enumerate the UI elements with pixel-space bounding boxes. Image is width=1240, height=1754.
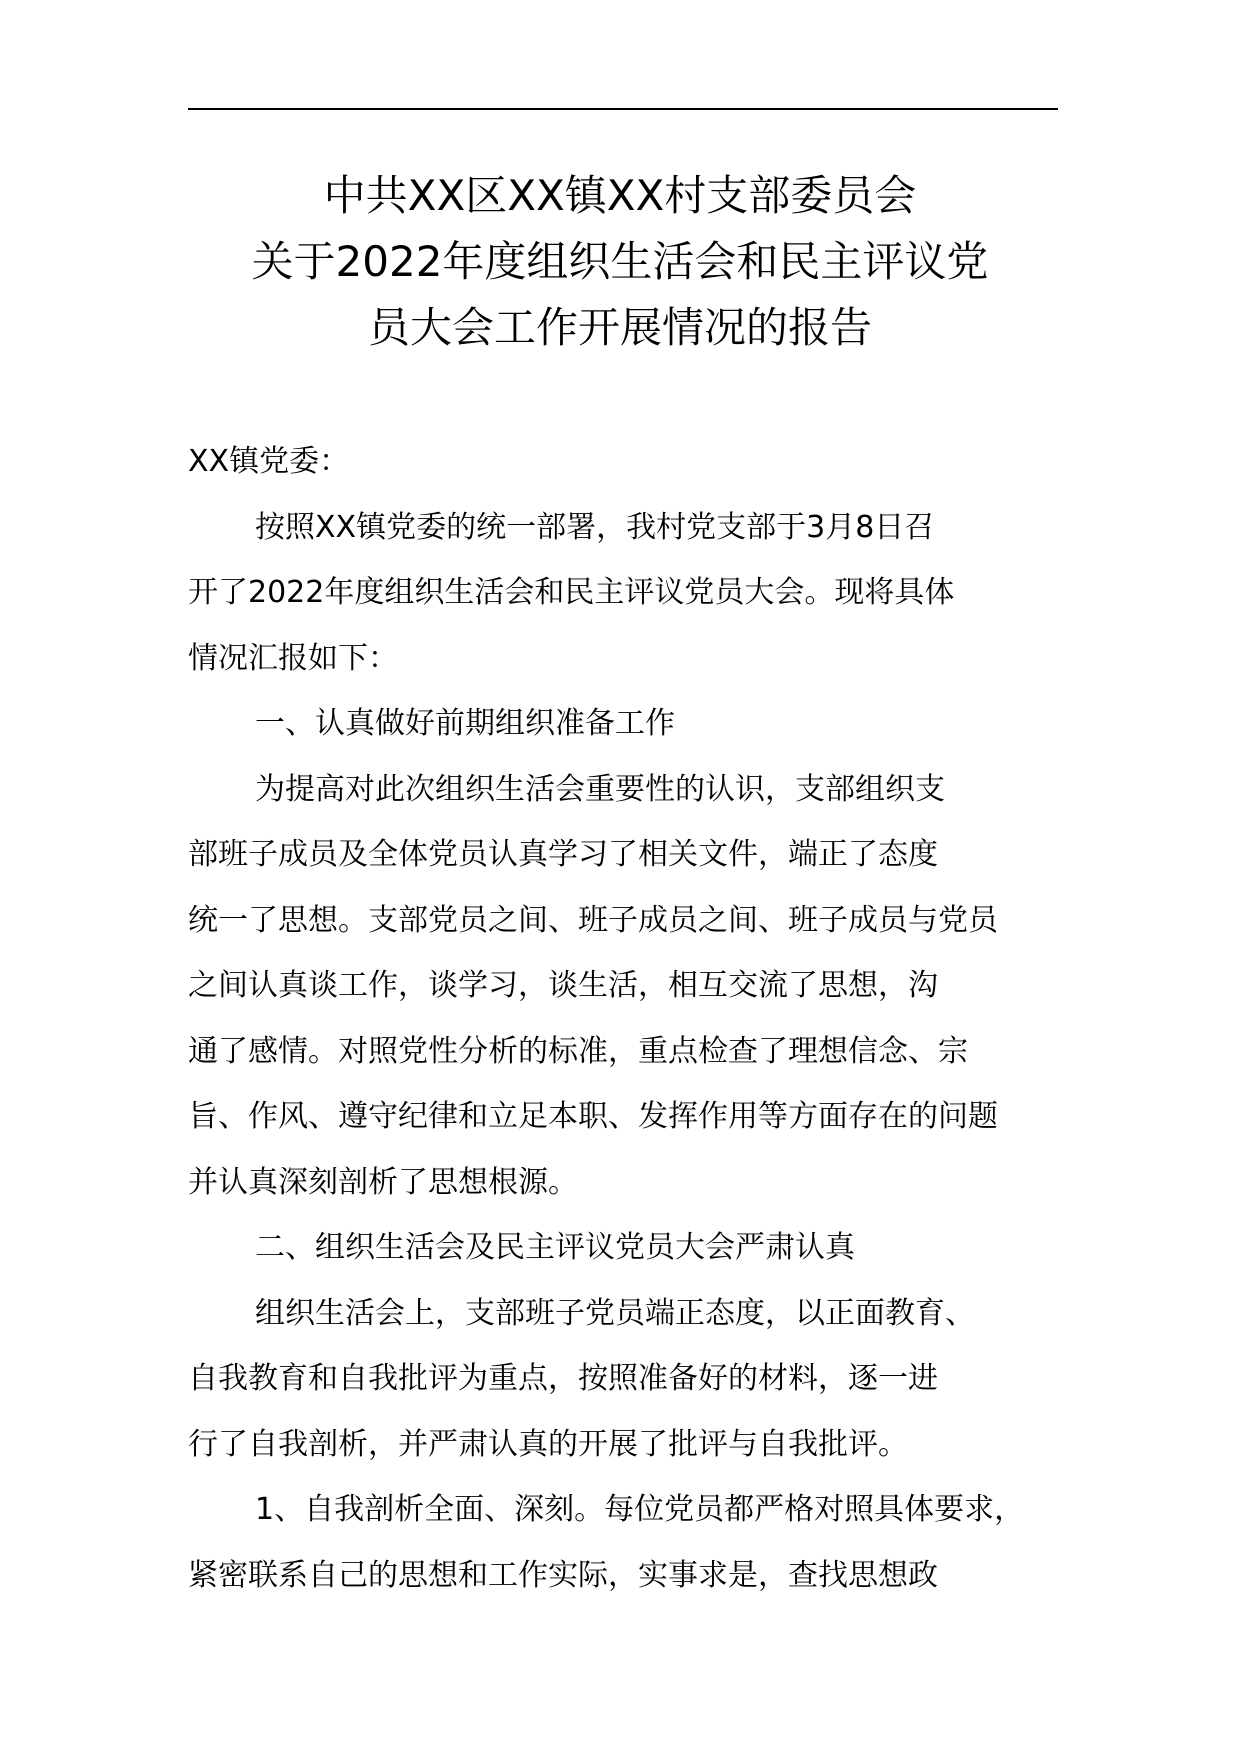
section-heading-1: 一、认真做好前期组织准备工作 bbox=[255, 706, 675, 741]
salutation: XX镇党委： bbox=[188, 444, 350, 479]
paragraph-line: 之间认真谈工作，谈学习，谈生活，相互交流了思想，沟 bbox=[188, 968, 938, 1003]
paragraph-line: 旨、作风、遵守纪律和立足本职、发挥作用等方面存在的问题 bbox=[188, 1099, 998, 1134]
header-rule bbox=[188, 108, 1058, 110]
section-heading-2: 二、组织生活会及民主评议党员大会严肃认真 bbox=[255, 1230, 855, 1265]
title-line-1: 中共XX区XX镇XX村支部委员会 bbox=[323, 171, 917, 220]
paragraph-line: 开了2022年度组织生活会和民主评议党员大会。现将具体 bbox=[188, 575, 955, 610]
paragraph-line: 并认真深刻剖析了思想根源。 bbox=[188, 1164, 578, 1200]
paragraph-line: 按照XX镇党委的统一部署，我村党支部于3月8日召 bbox=[255, 509, 935, 545]
document-title bbox=[160, 163, 1080, 361]
paragraph-line: 通了感情。对照党性分析的标准，重点检查了理想信念、宗 bbox=[188, 1033, 968, 1069]
paragraph-line: 情况汇报如下： bbox=[188, 640, 398, 676]
numbered-item-1: 1、自我剖析全面、深刻。每位党员都严格对照具体要求， bbox=[255, 1492, 1025, 1527]
paragraph-line: 行了自我剖析，并严肃认真的开展了批评与自我批评。 bbox=[188, 1426, 908, 1462]
paragraph-line: 组织生活会上，支部班子党员端正态度，以正面教育、 bbox=[255, 1295, 975, 1331]
paragraph-line: 自我教育和自我批评为重点，按照准备好的材料，逐一进 bbox=[188, 1361, 938, 1396]
title-line-3: 员大会工作开展情况的报告 bbox=[367, 303, 872, 352]
paragraph-line: 为提高对此次组织生活会重要性的认识，支部组织支 bbox=[255, 771, 945, 807]
title-line-2: 关于2022年度组织生活会和民主评议党 bbox=[251, 237, 989, 286]
paragraph-line: 统一了思想。支部党员之间、班子成员之间、班子成员与党员 bbox=[188, 902, 998, 938]
document-body bbox=[188, 429, 1068, 1608]
paragraph-line: 紧密联系自己的思想和工作实际，实事求是，查找思想政 bbox=[188, 1557, 938, 1593]
paragraph-line: 部班子成员及全体党员认真学习了相关文件，端正了态度 bbox=[188, 837, 938, 872]
